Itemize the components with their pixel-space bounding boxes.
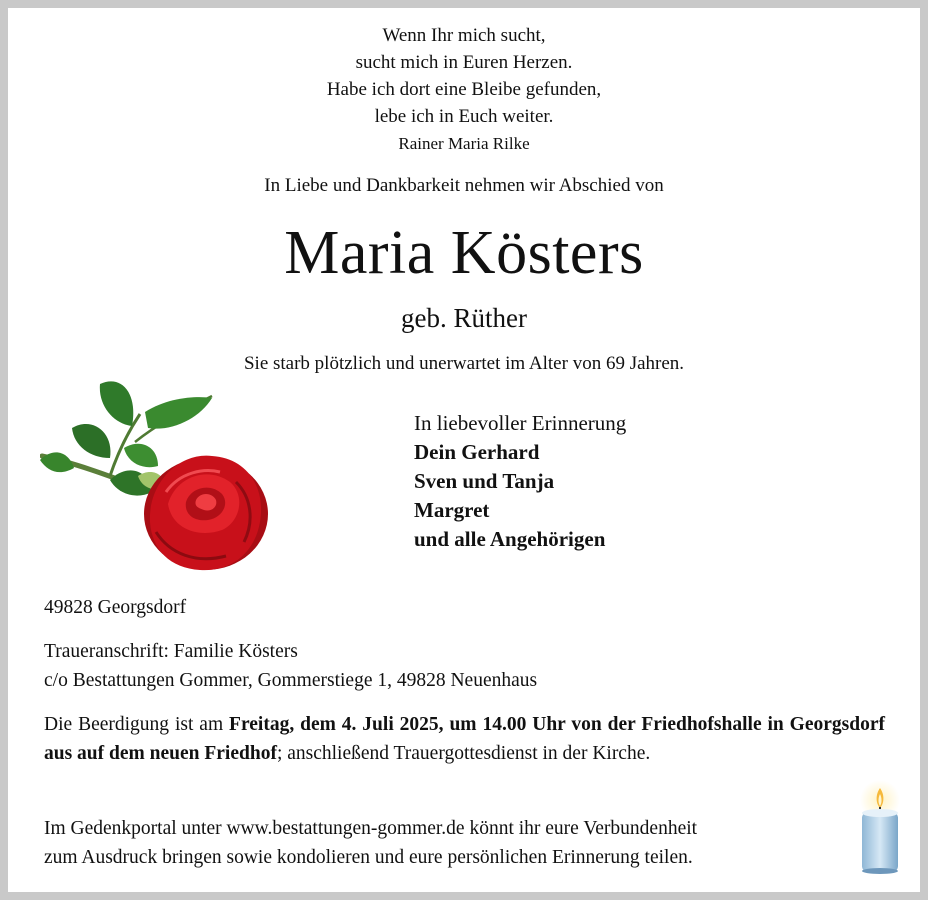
memorial-candle-image	[852, 780, 908, 876]
funeral-info	[44, 710, 885, 768]
poem-line: Wenn Ihr mich sucht,	[382, 25, 546, 46]
mourner-name: Margret	[414, 498, 490, 522]
red-rose-image	[40, 372, 280, 577]
deceased-name: Maria Kösters	[284, 219, 644, 287]
poem-line: lebe ich in Euch weiter.	[374, 106, 554, 127]
place: 49828 Georgsdorf	[44, 597, 187, 618]
mourners-heading: In liebevoller Erinnerung	[414, 411, 627, 435]
intro-text: In Liebe und Dankbarkeit nehmen wir Abschied von	[264, 175, 664, 196]
mourners	[414, 409, 626, 554]
mourning-address	[44, 637, 885, 695]
poem	[0, 22, 928, 157]
portal-line: Im Gedenkportal unter www.bestattungen-gommer.de könnt ihr eure Verbundenheit	[44, 818, 698, 839]
mourner-name: und alle Angehörigen	[414, 527, 606, 551]
poem-line: sucht mich in Euren Herzen.	[355, 52, 573, 73]
funeral-tail: ; anschließend Trauergottesdienst in der Kirche.	[276, 743, 651, 764]
death-note: Sie starb plötzlich und unerwartet im Alter von 69 Jahren.	[243, 353, 685, 374]
portal-line: zum Ausdruck bringen sowie kondolieren und eure persönlichen Erinnerung teilen.	[44, 847, 693, 868]
address-line: c/o Bestattungen Gommer, Gommerstiege 1, 49828 Neuenhaus	[44, 670, 538, 691]
mourner-name: Sven und Tanja	[414, 469, 555, 493]
poem-author: Rainer Maria Rilke	[398, 134, 530, 153]
funeral-details: Freitag, dem 4. Juli 2025, um 14.00 Uhr von der Friedhofshalle in Georgsdorf aus auf dem neuen Friedhof	[44, 714, 885, 764]
address-line: Traueranschrift: Familie Kösters	[44, 641, 298, 662]
mourner-name: Dein Gerhard	[414, 440, 540, 464]
poem-line: Habe ich dort eine Bleibe gefunden,	[326, 79, 602, 100]
memorial-portal-text	[44, 814, 885, 872]
maiden-name: geb. Rüther	[401, 303, 527, 333]
funeral-lead: Die Beerdigung ist am	[44, 714, 224, 735]
